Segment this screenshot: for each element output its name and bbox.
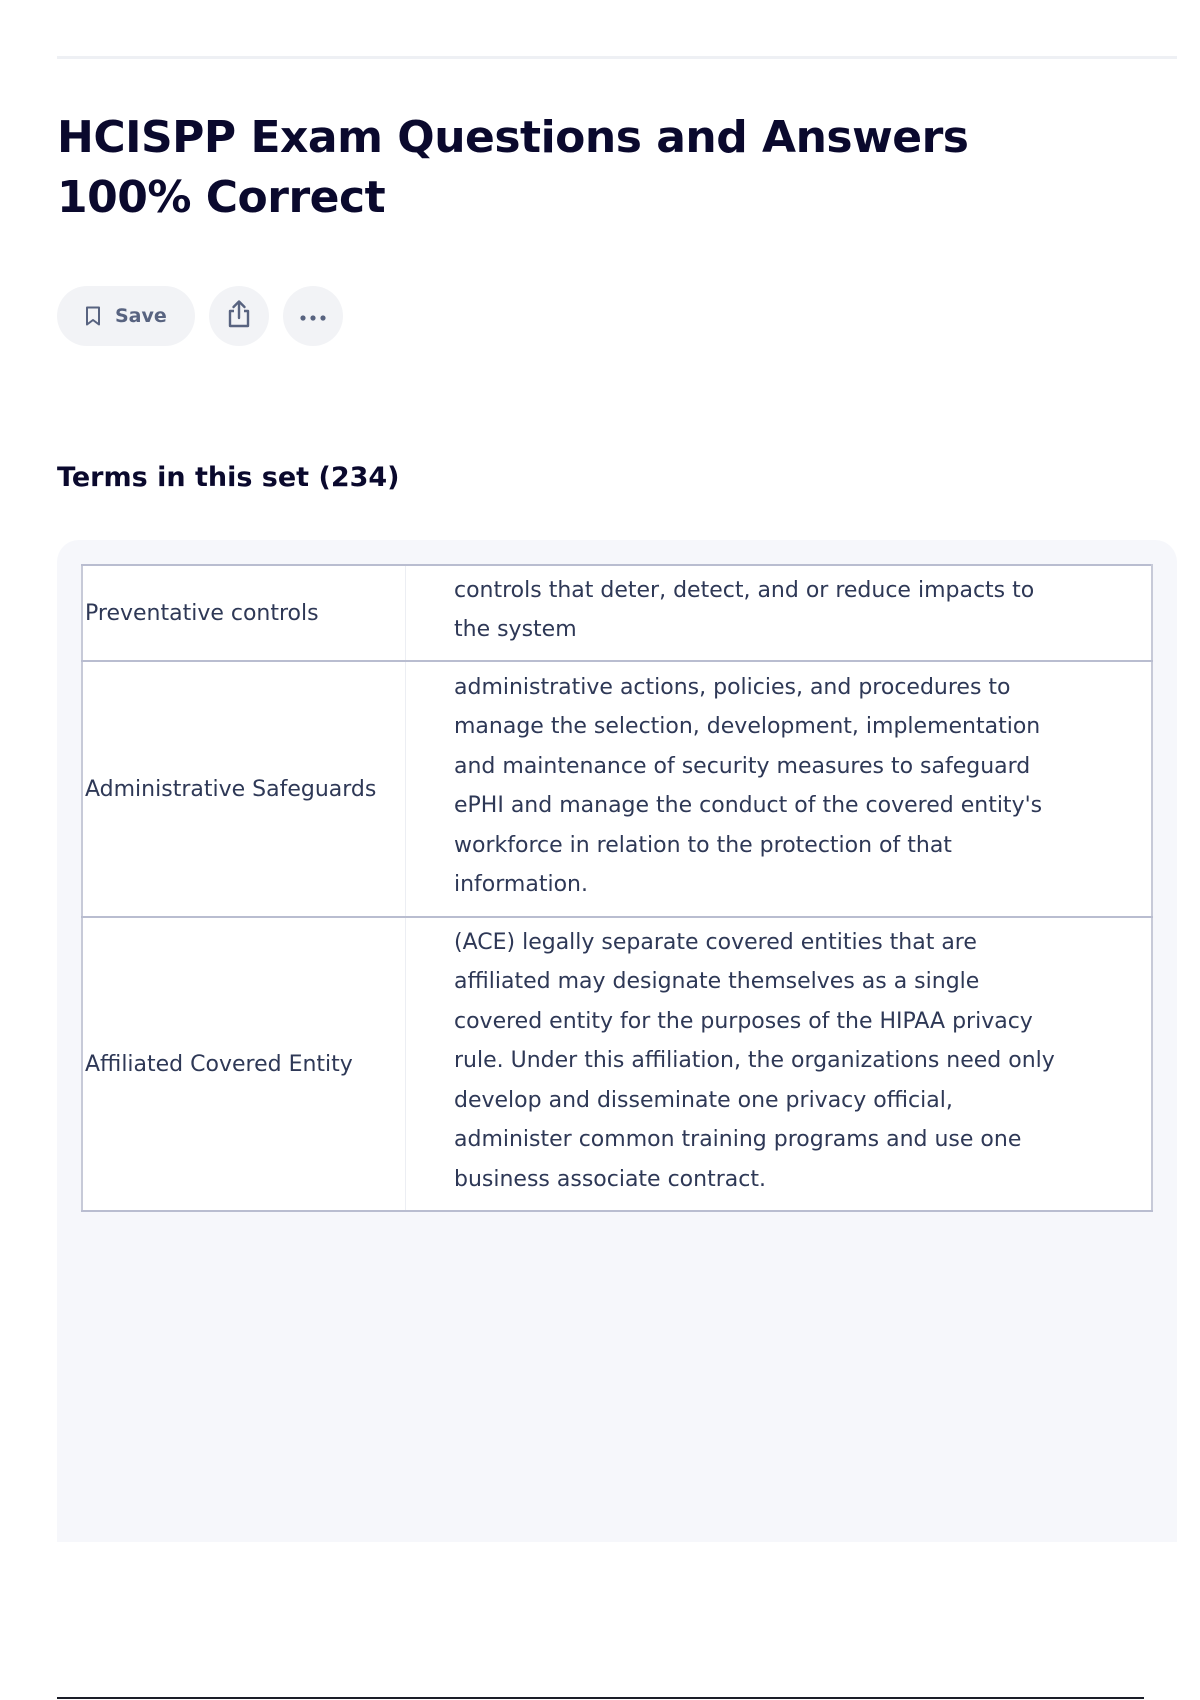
terms-count-heading: Terms in this set (234) <box>57 462 400 493</box>
set-actions-toolbar <box>57 286 343 346</box>
term-cell: Preventative controls <box>82 565 406 661</box>
share-icon <box>225 299 253 333</box>
top-divider <box>57 56 1177 59</box>
more-options-button[interactable] <box>283 286 343 346</box>
definition-cell: controls that deter, detect, and or reduce impacts to the system <box>406 565 1153 661</box>
terms-panel <box>57 540 1177 1542</box>
definition-cell: (ACE) legally separate covered entities that are affiliated may designate themselves as a single covered entity for the purposes of the HIPAA privacy rule. Under this affiliation, the organizations need only develop and disseminate one privacy official, administer common training programs and use one business associate contract. <box>406 917 1153 1211</box>
table-row <box>82 661 1152 917</box>
bottom-divider <box>57 1697 1144 1699</box>
page-title: HCISPP Exam Questions and Answers 100% Correct <box>57 112 969 223</box>
more-options-icon <box>298 307 328 326</box>
term-cell: Administrative Safeguards <box>82 661 406 917</box>
table-row <box>82 917 1152 1211</box>
definition-cell: administrative actions, policies, and procedures to manage the selection, development, implementation and maintenance of security measures to safeguard ePHI and manage the conduct of the covered entity's workforce in relation to the protection of that information. <box>406 661 1153 917</box>
term-cell: Affiliated Covered Entity <box>82 917 406 1211</box>
terms-table <box>81 564 1153 1212</box>
save-button[interactable] <box>57 286 195 346</box>
table-row <box>82 565 1152 661</box>
save-button-label: Save <box>115 305 167 327</box>
bookmark-icon <box>85 306 101 326</box>
share-button[interactable] <box>209 286 269 346</box>
